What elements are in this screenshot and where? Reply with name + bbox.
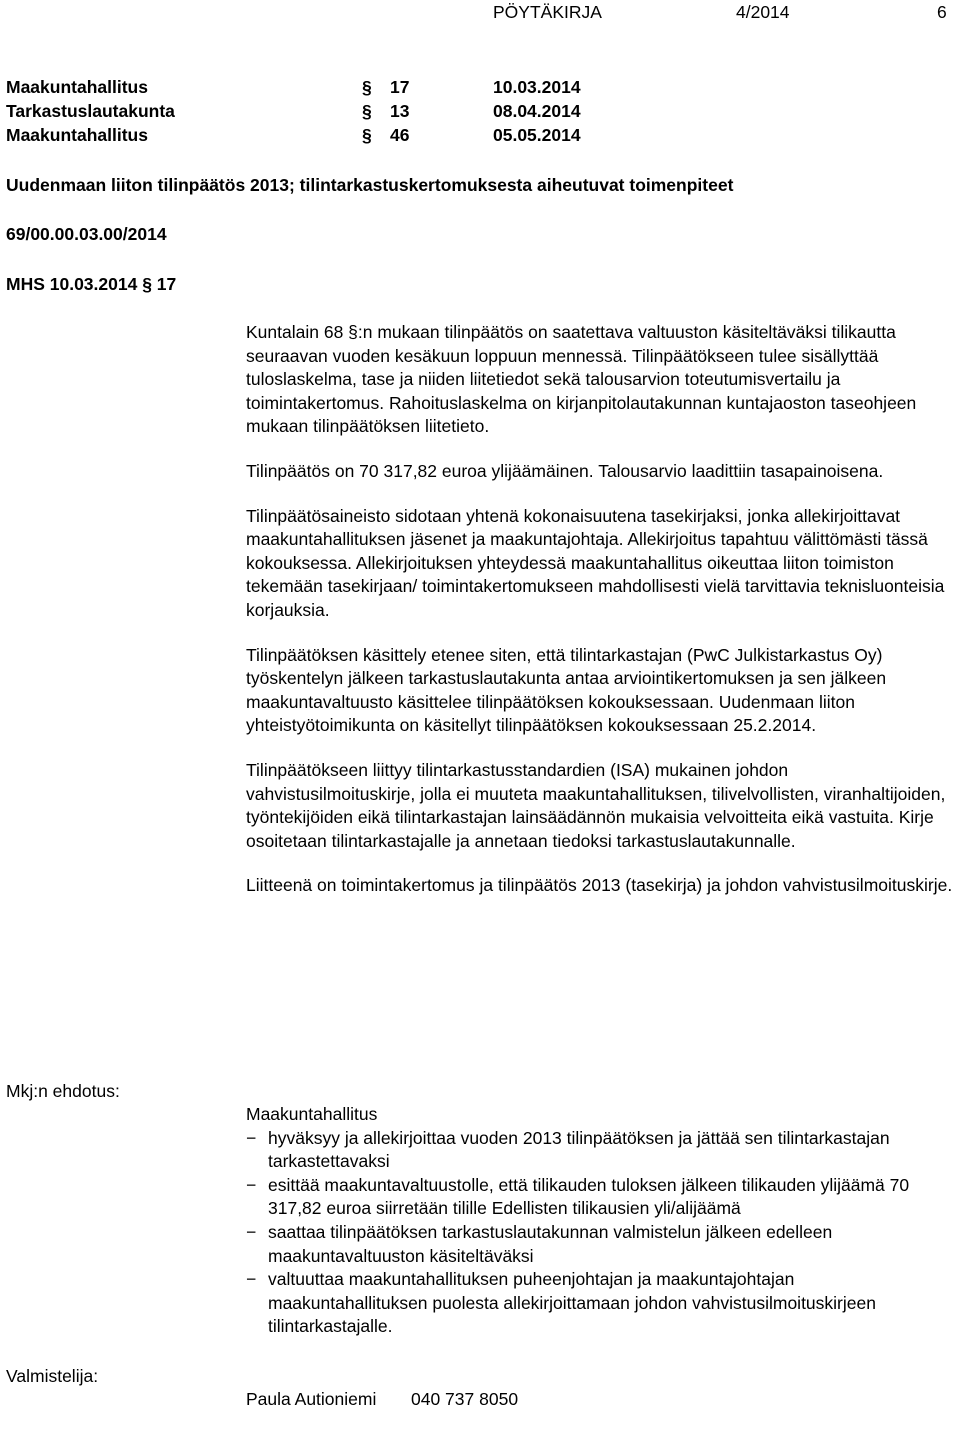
dash-bullet: −	[246, 1127, 257, 1148]
document-type: PÖYTÄKIRJA	[493, 2, 602, 22]
paragraph-legal-basis: Kuntalain 68 §:n mukaan tilinpäätös on saatettava valtuuston käsiteltäväksi tilikautta seuraavan vuoden kesäkuun loppuun mennessä. Tilinpäätökseen tulee sisällyttää tuloslaskelma, tase ja niiden liitetiedot sekä talousarvion toteutumisvertailu ja toimintakertomus. Rahoituslaskelma on kirjanpitolautakunnan kuntajaoston taseohjeen mukaan tilinpäätöksen liitetieto.	[246, 322, 917, 437]
preparer-name: Paula Autioniemi	[246, 1389, 377, 1409]
reference-number: 69/00.00.03.00/2014	[6, 224, 167, 244]
proposal-list	[246, 1127, 954, 1339]
dash-bullet: −	[246, 1174, 257, 1195]
paragraph-representation-letter: Tilinpäätökseen liittyy tilintarkastusstandardien (ISA) mukainen johdon vahvistusilmoituskirje, jolla ei muuteta maakuntahallituksen, tilivelvollisten, viranhaltijoiden, työntekijöiden eikä tilintarkastajan lainsäädännön mukaisia velvoitteita eikä vastuita. Kirje osoitetaan tilintarkastajalle ja annetaan tiedoksi tarkastuslautakunnalle.	[246, 759, 946, 851]
document-number: 4/2014	[736, 2, 790, 22]
dash-bullet: −	[246, 1221, 257, 1242]
proposal-block	[246, 1103, 954, 1339]
body-text	[246, 321, 954, 919]
list-item	[246, 1268, 954, 1339]
list-item	[246, 1127, 954, 1174]
dash-bullet: −	[246, 1269, 257, 1290]
list-item	[246, 1174, 954, 1221]
preparer-phone: 040 737 8050	[411, 1389, 519, 1409]
list-item-text: saattaa tilinpäätöksen tarkastuslautakunnan valmistelun jälkeen edelleen maakuntavaltuuston käsiteltäväksi	[268, 1221, 833, 1266]
meeting-body-3: Maakuntahallitus	[6, 125, 148, 145]
meeting-body-1: Maakuntahallitus	[6, 77, 148, 97]
proposal-label: Mkj:n ehdotus:	[6, 1081, 120, 1101]
list-item-text: hyväksyy ja allekirjoittaa vuoden 2013 tilinpäätöksen ja jättää sen tilintarkastajan tarkastettavaksi	[268, 1127, 890, 1172]
page-number: 6	[937, 2, 947, 22]
paragraph-process: Tilinpäätöksen käsittely etenee siten, että tilintarkastajan (PwC Julkistarkastus Oy) työskentelyn jälkeen tarkastuslautakunta antaa arviointikertomuksen ja sen jälkeen maakuntavaltuusto käsittelee tilinpäätöksen kokouksessaan. Uudenmaan liiton yhteistyötoimikunta on käsitellyt tilinpäätöksen kokouksessaan 25.2.2014.	[246, 644, 887, 736]
list-item-text: valtuuttaa maakuntahallituksen puheenjohtajan ja maakuntajohtajan maakuntahallituksen puolesta allekirjoittamaan johdon vahvistusilmoituskirjeen tilintarkastajalle.	[268, 1269, 876, 1337]
meeting-body-2: Tarkastuslautakunta	[6, 101, 175, 121]
paragraph-result: Tilinpäätös on 70 317,82 euroa ylijäämäinen. Talousarvio laadittiin tasapainoisena.	[246, 460, 884, 481]
meeting-date-2: 08.04.2014	[493, 101, 581, 121]
paragraph-attachments: Liitteenä on toimintakertomus ja tilinpäätös 2013 (tasekirja) ja johdon vahvistusilmoituskirje.	[246, 875, 953, 896]
section-symbol: §	[362, 101, 372, 121]
meeting-section-2: 13	[390, 101, 410, 121]
section-symbol: §	[362, 125, 372, 145]
meeting-section-3: 46	[390, 125, 410, 145]
paragraph-signing: Tilinpäätösaineisto sidotaan yhtenä kokonaisuutena tasekirjaksi, jonka allekirjoittavat maakuntahallituksen jäsenet ja maakuntajohtaja. Allekirjoitus tapahtuu välittömästi tässä kokouksessa. Allekirjoituksen yhteydessä maakuntahallitus oikeuttaa liiton toimiston tekemään tasekirjaan/ toimintakertomukseen mahdollisesti vielä tarvittavia teknisluonteisia korjauksia.	[246, 505, 945, 620]
document-title: Uudenmaan liiton tilinpäätös 2013; tilintarkastuskertomuksesta aiheutuvat toimenpiteet	[6, 175, 734, 195]
list-item-text: esittää maakuntavaltuustolle, että tilikauden tuloksen jälkeen tilikauden ylijäämä 70 317,82 euroa siirretään tilille Edellisten tilikausien yli/alijäämä	[268, 1174, 910, 1219]
proposal-addressee: Maakuntahallitus	[246, 1104, 378, 1124]
mhs-reference: MHS 10.03.2014 § 17	[6, 274, 177, 294]
list-item	[246, 1221, 954, 1268]
meeting-date-3: 05.05.2014	[493, 125, 581, 145]
meeting-date-1: 10.03.2014	[493, 77, 581, 97]
section-symbol: §	[362, 77, 372, 97]
preparer-label: Valmistelija:	[6, 1366, 99, 1386]
meeting-section-1: 17	[390, 77, 410, 97]
